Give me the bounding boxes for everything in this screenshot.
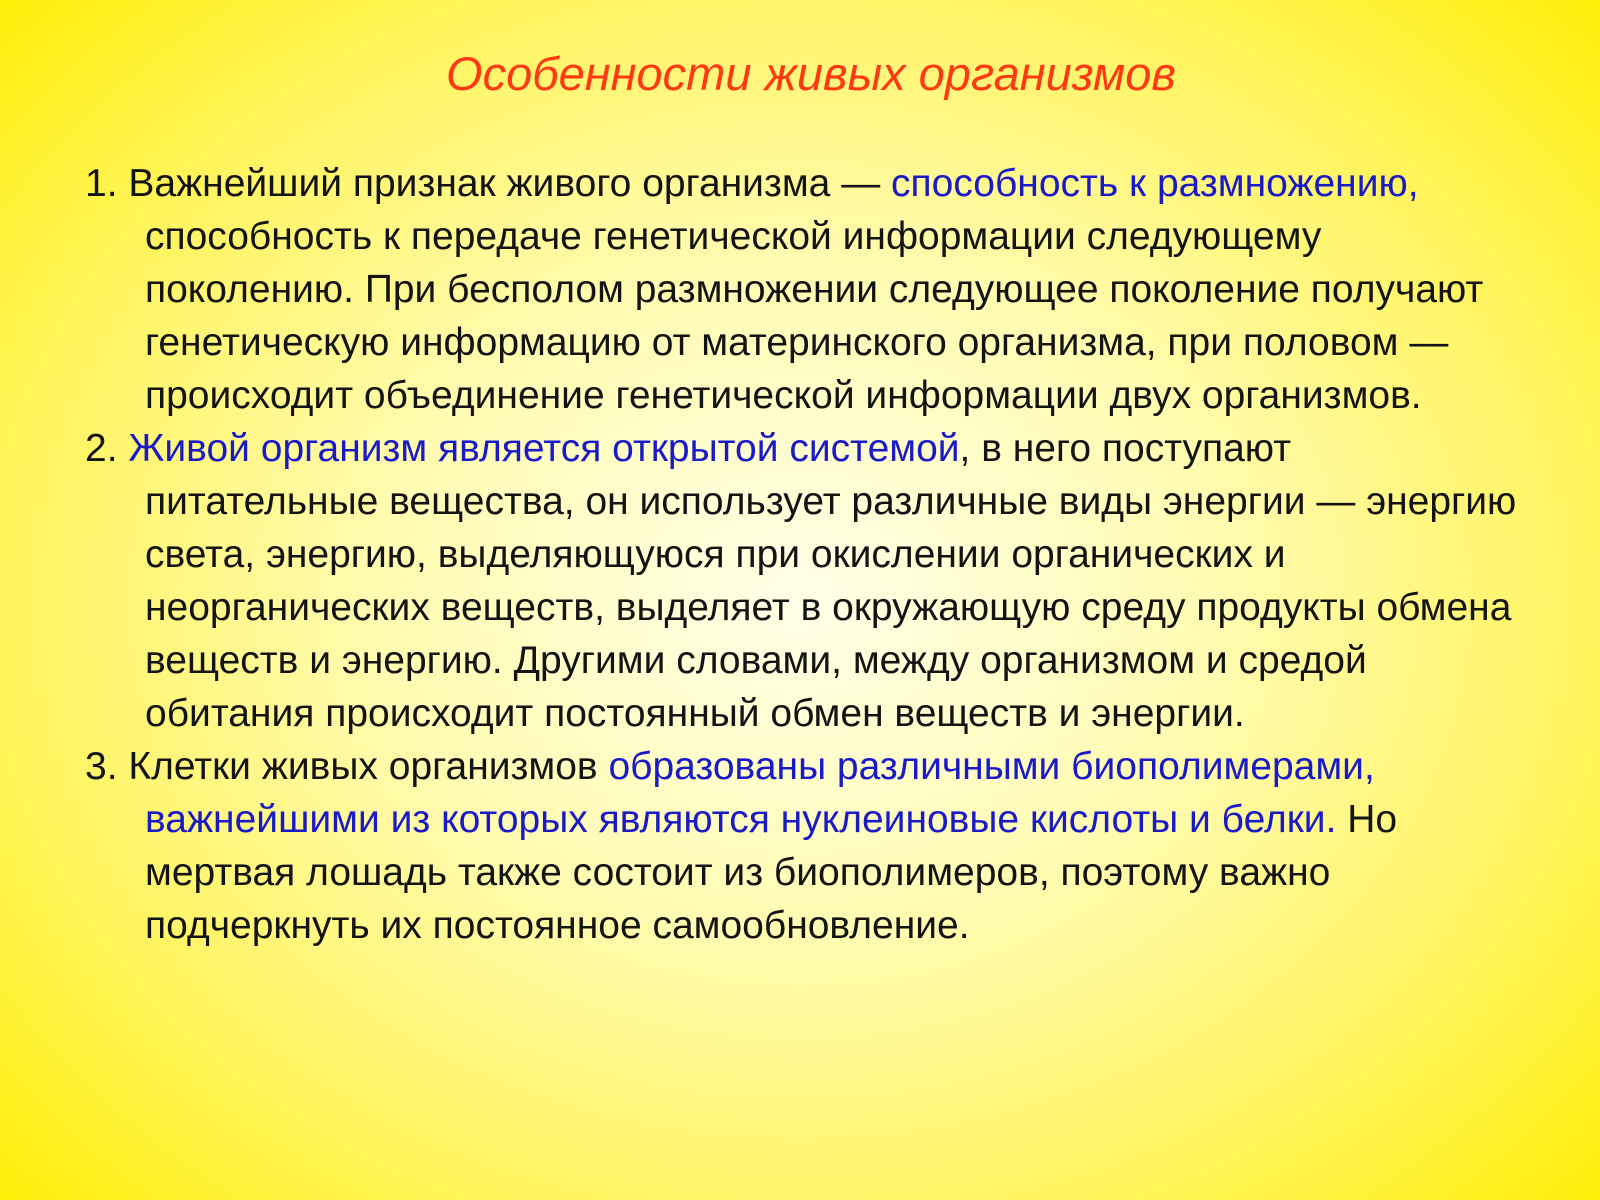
list-item-3 <box>85 740 1525 952</box>
slide-title: Особенности живых организмов <box>446 47 1176 100</box>
item-number: 1. <box>85 162 118 205</box>
item-text: , в него поступают питательные вещества, он использует различные виды энергии — энергию света, энергию, выделяющуюся при окислении органических и неорганических веществ, выделяет в окружающую среду продукты обмена веществ и энергию. Другими словами, между организмом и средой обитания происходит постоянный обмен веществ и энергии. <box>145 427 1517 735</box>
item-text: Важнейший признак живого организма — <box>128 162 892 205</box>
item-highlight: Живой организм является открытой системой <box>128 427 960 470</box>
item-text: Клетки живых организмов <box>128 745 609 788</box>
list-item-1 <box>85 157 1525 422</box>
item-number: 3. <box>85 745 118 788</box>
item-number: 2. <box>85 427 118 470</box>
item-highlight: способность к размножению, <box>891 162 1419 205</box>
item-highlight: образованы различными биополимерами, важнейшими из которых являются нуклеиновые кислоты и белки. <box>145 745 1375 841</box>
slide-content <box>85 157 1525 952</box>
item-text: способность к передаче генетической информации следующему поколению. При бесполом размножении следующее поколение получают генетическую информацию от материнского организма, при половом — происходит объединение генетической информации двух организмов. <box>145 215 1484 417</box>
list-item-2 <box>85 422 1525 740</box>
item-text: Но мертвая лошадь также состоит из биополимеров, поэтому важно подчеркнуть их постоянное самообновление. <box>145 798 1398 947</box>
